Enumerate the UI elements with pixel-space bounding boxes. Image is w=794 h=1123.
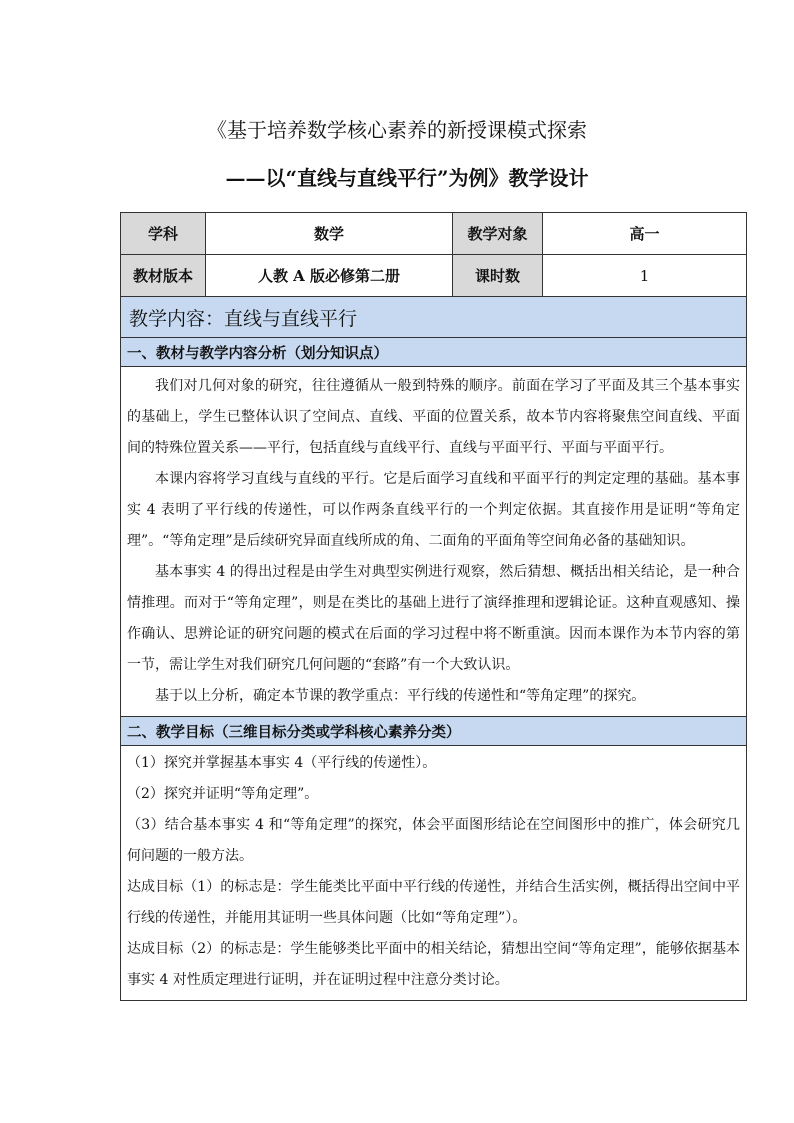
goal-item: （3）结合基本事实 4 和“等角定理”的探究，体会平面图形结论在空间图形中的推广，体会研究几何问题的一般方法。 xyxy=(127,817,740,864)
analysis-paragraph: 本课内容将学习直线与直线的平行。它是后面学习直线和平面平行的判定定理的基础。基本事实 4 表明了平行线的传递性，可以作两条直线平行的一个判定依据。其直接作用是证明“等角定理”。“等角定理”是后续研究异面直线所成的角、二面角的平面角等空间角必备的基础知识。 xyxy=(127,471,740,549)
goal-item: 达成目标（1）的标志是：学生能类比平面中平行线的传递性，并结合生活实例，概括得出空间中平行线的传递性，并能用其证明一些具体问题（比如“等角定理”）。 xyxy=(127,879,740,926)
section2-body xyxy=(121,746,747,1001)
goal-item: （2）探究并证明“等角定理”。 xyxy=(127,786,319,802)
document-title-line1: 《基于培养数学核心素养的新授课模式探索 xyxy=(207,118,587,142)
analysis-paragraph: 基本事实 4 的得出过程是由学生对典型实例进行观察，然后猜想、概括出相关结论，是一种合情推理。而对于“等角定理”，则是在类比的基础上进行了演绎推理和逻辑论证。这种直观感知、操作确认、思辨论证的研究问题的模式在后面的学习过程中将不断重演。因而本课作为本节内容的第一节，需让学生对我们研究几何问题的“套路”有一个大致认识。 xyxy=(127,564,740,673)
document-title-line2: ——以“直线与直线平行”为例》教学设计 xyxy=(225,166,589,190)
audience-value: 高一 xyxy=(543,213,747,255)
goal-item: （1）探究并掌握基本事实 4（平行线的传递性）。 xyxy=(127,755,437,771)
hours-label: 课时数 xyxy=(453,255,543,297)
analysis-paragraph: 基于以上分析，确定本节课的教学重点：平行线的传递性和“等角定理”的探究。 xyxy=(155,688,646,704)
table-row-section1-body xyxy=(121,367,747,717)
edition-label: 教材版本 xyxy=(121,255,206,297)
goal-item: 达成目标（2）的标志是：学生能够类比平面中的相关结论，猜想出空间“等角定理”，能够依据基本事实 4 对性质定理进行证明，并在证明过程中注意分类讨论。 xyxy=(127,941,740,988)
hours-value: 1 xyxy=(543,255,747,297)
table-row-section2-heading xyxy=(121,717,747,746)
table-row-section2-body xyxy=(121,746,747,1001)
table-row-edition xyxy=(121,255,747,297)
section1-body xyxy=(121,367,747,717)
section2-heading: 二、教学目标（三维目标分类或学科核心素养分类） xyxy=(121,717,747,746)
content-title: 教学内容：直线与直线平行 xyxy=(121,297,747,338)
subject-label: 学科 xyxy=(121,213,206,255)
section1-heading: 一、教材与教学内容分析（划分知识点） xyxy=(121,338,747,367)
table-row-content-title xyxy=(121,297,747,338)
edition-value: 人教 A 版必修第二册 xyxy=(206,255,453,297)
analysis-paragraph: 我们对几何对象的研究，往往遵循从一般到特殊的顺序。前面在学习了平面及其三个基本事实的基础上，学生已整体认识了空间点、直线、平面的位置关系，故本节内容将聚焦空间直线、平面间的特殊位置关系——平行，包括直线与直线平行、直线与平面平行、平面与平面平行。 xyxy=(127,378,740,456)
table-row-section1-heading xyxy=(121,338,747,367)
audience-label: 教学对象 xyxy=(453,213,543,255)
teaching-design-table xyxy=(120,212,747,1001)
table-row-subject xyxy=(121,213,747,255)
subject-value: 数学 xyxy=(206,213,453,255)
